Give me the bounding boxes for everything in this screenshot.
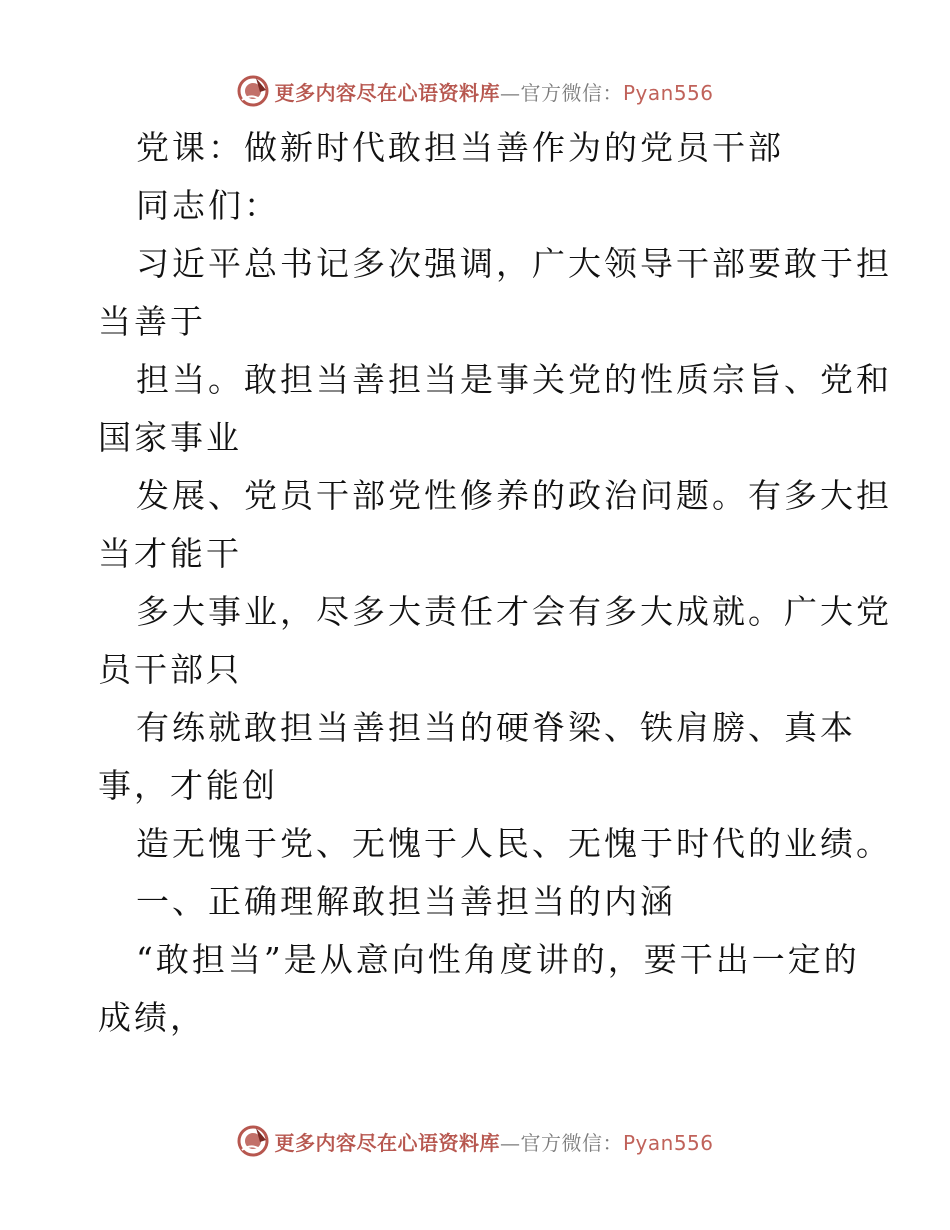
paragraph-line: 事，才能创 (98, 766, 278, 805)
paragraph-line: 当才能干 (98, 534, 242, 573)
header-banner-text: 更多内容尽在心语资料库 (274, 80, 500, 105)
paragraph-line: 员干部只 (98, 650, 242, 689)
header-banner-separator: — (499, 80, 521, 105)
paragraph-line: 造无愧于党、无愧于人民、无愧于时代的业绩。 (136, 824, 892, 863)
footer-banner-separator: — (499, 1130, 521, 1155)
paragraph-line: 发展、党员干部党性修养的政治问题。有多大担 (136, 476, 892, 515)
paragraph-line: 当善于 (98, 302, 206, 341)
footer-wechat-id: Pyan556 (622, 1130, 714, 1155)
brush-seal-icon (236, 1124, 270, 1158)
paragraph-line: 有练就敢担当善担当的硬脊梁、铁肩膀、真本 (136, 708, 856, 747)
paragraph-line: 多大事业，尽多大责任才会有多大成就。广大党 (136, 592, 892, 631)
header-wechat-id: Pyan556 (622, 80, 714, 105)
salutation: 同志们： (136, 186, 280, 225)
header-wechat-label: 官方微信： (520, 80, 623, 105)
paragraph-line: 习近平总书记多次强调，广大领导干部要敢于担 (136, 244, 892, 283)
footer-banner-text: 更多内容尽在心语资料库 (274, 1130, 500, 1155)
paragraph-line: 成绩， (98, 998, 206, 1037)
footer-wechat-label: 官方微信： (520, 1130, 623, 1155)
section-heading: 一、正确理解敢担当善担当的内涵 (136, 882, 676, 921)
paragraph-line: 国家事业 (98, 418, 242, 457)
paragraph-line: “敢担当”是从意向性角度讲的，要干出一定的 (136, 940, 860, 979)
footer-banner (0, 1121, 950, 1161)
document-title: 党课：做新时代敢担当善作为的党员干部 (136, 128, 784, 167)
paragraph-line: 担当。敢担当善担当是事关党的性质宗旨、党和 (136, 360, 892, 399)
